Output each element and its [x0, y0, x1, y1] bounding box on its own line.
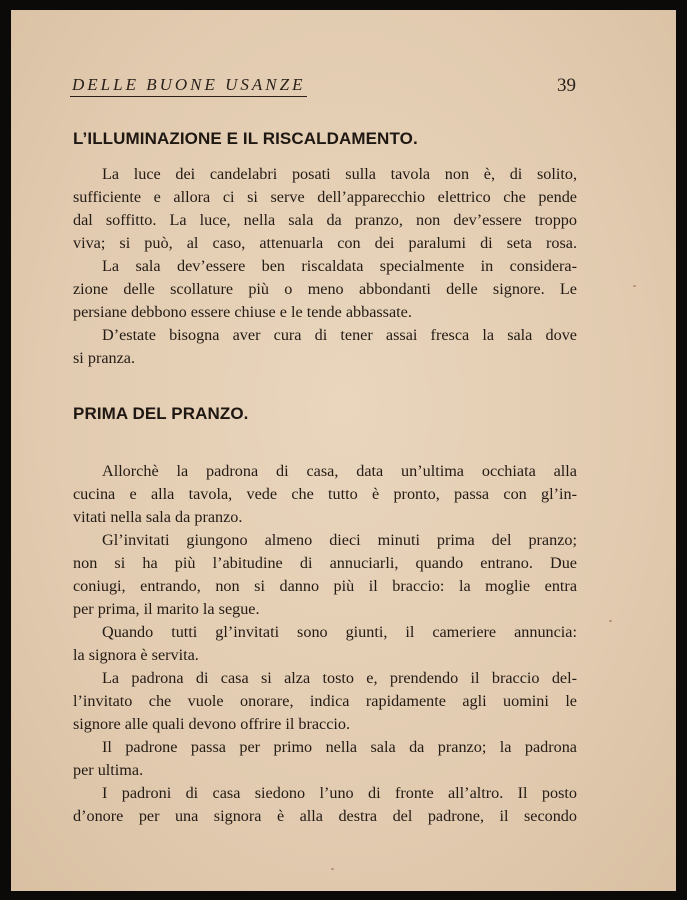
paragraph-line: signore alle quali devono offrire il braccio. [73, 715, 351, 733]
paragraph-line: persiane debbono essere chiuse e le tende abbassate. [73, 303, 412, 321]
running-head-rule [70, 96, 307, 97]
paragraph-line: per prima, il marito la segue. [73, 600, 260, 618]
paragraph-line: d’onore per una signora è alla destra del padrone, il secondo [73, 807, 577, 825]
paragraph-line: si pranza. [73, 349, 136, 367]
paragraph-line: dal soffitto. La luce, nella sala da pranzo, non dev’essere troppo [73, 211, 577, 229]
section-heading-illumination: L’ILLUMINAZIONE E IL RISCALDAMENTO. [73, 129, 418, 148]
paragraph-line: Allorchè la padrona di casa, data un’ultima occhiata alla [102, 462, 577, 480]
paragraph-line: viva; si può, al caso, attenuarla con dei paralumi di seta rosa. [73, 234, 577, 252]
paragraph-line: coniugi, entrando, non si danno più il braccio: la moglie entra [73, 577, 577, 595]
paragraph-line: sufficiente e allora ci si serve dell’apparecchio elettrico che pende [73, 188, 577, 206]
paragraph-line: non si ha più l’abitudine di annuciarli, quando entrano. Due [73, 554, 577, 572]
running-head [72, 75, 305, 95]
paragraph-line: la signora è servita. [73, 646, 199, 664]
paragraph-line: La sala dev’essere ben riscaldata specialmente in considera- [102, 257, 577, 275]
paper-speck [609, 620, 612, 622]
paragraph-line: l’invitato che vuole onorare, indica rapidamente agli uomini le [73, 692, 577, 710]
paragraph-line: La luce dei candelabri posati sulla tavola non è, di solito, [102, 165, 577, 183]
paper-speck [331, 868, 334, 870]
paragraph-line: Quando tutti gl’invitati sono giunti, il cameriere annuncia: [102, 623, 577, 641]
paragraph-line: D’estate bisogna aver cura di tener assai fresca la sala dove [102, 326, 577, 344]
paragraph-line: vitati nella sala da pranzo. [73, 508, 243, 526]
running-head-text: DELLE BUONE USANZE [72, 75, 306, 94]
page-number: 39 [557, 75, 576, 96]
paragraph-line: zione delle scollature più o meno abbondanti delle signore. Le [73, 280, 577, 298]
paragraph-line: per ultima. [73, 761, 144, 779]
paragraph-line: cucina e alla tavola, vede che tutto è pronto, passa con gl’in- [73, 485, 577, 503]
paragraph-line: Il padrone passa per primo nella sala da pranzo; la padrona [102, 738, 577, 756]
paragraph-line: Gl’invitati giungono almeno dieci minuti prima del pranzo; [102, 531, 577, 549]
section-heading-before-dinner: PRIMA DEL PRANZO. [73, 404, 249, 423]
book-page [11, 10, 676, 891]
paragraph-line: La padrona di casa si alza tosto e, prendendo il braccio del- [102, 669, 577, 687]
paper-speck [633, 285, 636, 287]
paragraph-line: I padroni di casa siedono l’uno di fronte all’altro. Il posto [102, 784, 577, 802]
